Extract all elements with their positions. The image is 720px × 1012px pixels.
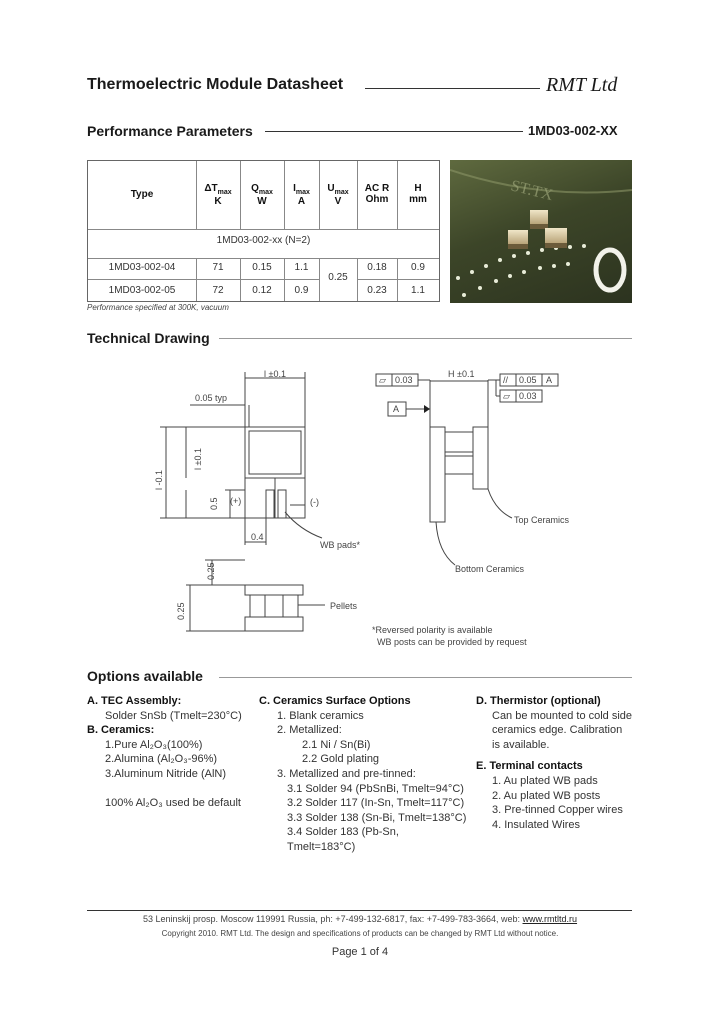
col-type: Type (130, 189, 154, 200)
options-col2 (259, 694, 469, 855)
opt-c-2: 2. Metallized: (277, 724, 342, 737)
model-code: 1MD03-002-XX (528, 123, 618, 138)
top-ceramics-label: Top Ceramics (514, 515, 570, 525)
opt-a-title: A. TEC Assembly: (87, 695, 182, 707)
footer-address: 53 Leninskij prosp. Moscow 119991 Russia, ph: +7-499-132-6817, fax: +7-499-783-3664, web: www.rmtltd.ru (142, 914, 578, 924)
opt-c-34: 3.4 Solder 183 (Pb-Sn, Tmelt=183°C) (287, 826, 399, 853)
opt-e-title: E. Terminal contacts (476, 760, 583, 773)
dim-05: 0.5 (209, 497, 219, 510)
opt-d-spacer (476, 752, 646, 759)
opt-a-1: Solder SnSb (Tmelt=230°C) (105, 709, 242, 722)
row2-acr: 0.23 (367, 285, 387, 296)
datum-box: A (393, 404, 400, 414)
dim-04: 0.4 (251, 532, 264, 542)
flat2-symbol: ⏥ (503, 391, 510, 401)
bottom-ceramics-label: Bottom Ceramics (455, 564, 525, 574)
wb-pads-label: WB pads* (320, 540, 361, 550)
opt-c-title: C. Ceramics Surface Options (259, 695, 411, 707)
page-number: Page 1 of 4 (331, 946, 389, 958)
options-rule (219, 677, 632, 678)
dim-h: H ±0.1 (448, 369, 475, 379)
opt-c-3: 3. Metallized and pre-tinned: (277, 767, 416, 780)
dim-l: l ±0.1 (264, 369, 286, 379)
datum-ref: A (546, 375, 553, 385)
row2-dt: 72 (212, 285, 224, 296)
opt-b-1: 1.Pure Al₂O₃(100%) (105, 738, 203, 751)
drawing-rule (219, 338, 632, 339)
opt-c-32: 3.2 Solder 117 (In-Sn, Tmelt=117°C) (287, 797, 465, 810)
flat1-value: 0.03 (395, 375, 413, 385)
note-reversed: *Reversed polarity is available (372, 625, 493, 635)
performance-table (87, 160, 440, 302)
col-acr: AC R Ohm (364, 183, 390, 205)
opt-d-2: ceramics edge. Calibration (492, 724, 623, 737)
row1-i: 1.1 (294, 262, 309, 273)
row1-h: 0.9 (411, 262, 425, 273)
par-value: 0.05 (519, 375, 537, 385)
opt-e-4: 4. Insulated Wires (492, 818, 581, 831)
plus-label: (+) (230, 496, 242, 506)
opt-d-1: Can be mounted to cold side (492, 709, 633, 722)
opt-b-title: B. Ceramics: (87, 724, 155, 737)
dim-typ: 0.05 typ (195, 393, 228, 403)
col-i: $I_{max}$ A (293, 183, 310, 207)
brand-logo: RMT Ltd (546, 74, 618, 96)
row1-acr: 0.18 (367, 262, 387, 273)
options-title: Options available (87, 668, 203, 684)
opt-c-21: 2.1 Ni / Sn(Bi) (302, 738, 371, 751)
opt-c-31: 3.1 Solder 94 (PbSnBi, Tmelt=94°C) (287, 782, 464, 795)
col-h: H mm (409, 183, 427, 205)
options-col1 (87, 694, 257, 811)
row1-dt: 71 (212, 262, 224, 273)
performance-rule (265, 131, 523, 132)
col-u: $U_{max}$ V (327, 183, 349, 207)
opt-d-3: is available. (492, 738, 550, 751)
col-q: $Q_{max}$ W (251, 183, 273, 207)
row2-type: 1MD03-002-05 (108, 285, 176, 296)
header-rule (365, 88, 540, 89)
website-link[interactable]: www.rmtltd.ru (522, 914, 578, 924)
opt-e-3: 3. Pre-tinned Copper wires (492, 804, 623, 817)
dim-l-side: l -0.1 (154, 469, 164, 490)
performance-title: Performance Parameters (87, 123, 253, 139)
group-label: 1MD03-002-xx (N=2) (216, 235, 311, 246)
opt-b-2: 2.Alumina (Al₂O₃-96%) (105, 753, 218, 766)
opt-b-default: 100% Al₂O₃ used be default (105, 797, 241, 810)
opt-b-3: 3.Aluminum Nitride (AlN) (105, 767, 227, 780)
flat2-value: 0.03 (519, 391, 537, 401)
row1-type: 1MD03-002-04 (108, 262, 176, 273)
footer-copyright: Copyright 2010. RMT Ltd. The design and specifications of products can be changed by RMT Ltd without notice. (161, 929, 559, 938)
opt-c-22: 2.2 Gold plating (302, 753, 380, 766)
dim-025b: 0.25 (176, 602, 186, 620)
drawing-title: Technical Drawing (87, 330, 210, 346)
dim-l-inner: l ±0.1 (193, 448, 203, 470)
note-wb-posts: WB posts can be provided by request (377, 637, 527, 647)
u-shared: 0.25 (328, 272, 348, 283)
svg-text:ST.TX: ST.TX (509, 177, 555, 205)
row1-q: 0.15 (252, 262, 272, 273)
opt-c-33: 3.3 Solder 138 (Sn-Bi, Tmelt=138°C) (287, 811, 467, 824)
table-note: Performance specified at 300K, vacuum (87, 303, 229, 312)
row2-i: 0.9 (294, 285, 309, 296)
row2-h: 1.1 (411, 285, 425, 296)
minus-label: (-) (310, 497, 319, 507)
options-col3 (476, 694, 646, 832)
col-dt: $\Delta T_{max}$ K (204, 183, 232, 207)
footer-rule (87, 910, 632, 911)
pellets-label: Pellets (330, 601, 358, 611)
dim-025a: 0.25 (206, 562, 216, 580)
opt-e-1: 1. Au plated WB pads (492, 774, 598, 787)
document-title: Thermoelectric Module Datasheet (87, 76, 344, 93)
technical-drawing (0, 355, 720, 655)
opt-e-2: 2. Au plated WB posts (492, 789, 601, 802)
opt-d-title: D. Thermistor (optional) (476, 695, 601, 707)
product-photo (450, 160, 632, 303)
parallel-symbol: // (503, 375, 509, 385)
row2-q: 0.12 (252, 285, 272, 296)
flat-symbol: ⏥ (379, 375, 386, 385)
opt-c-1: 1. Blank ceramics (277, 709, 364, 722)
opt-b-spacer (87, 782, 257, 797)
